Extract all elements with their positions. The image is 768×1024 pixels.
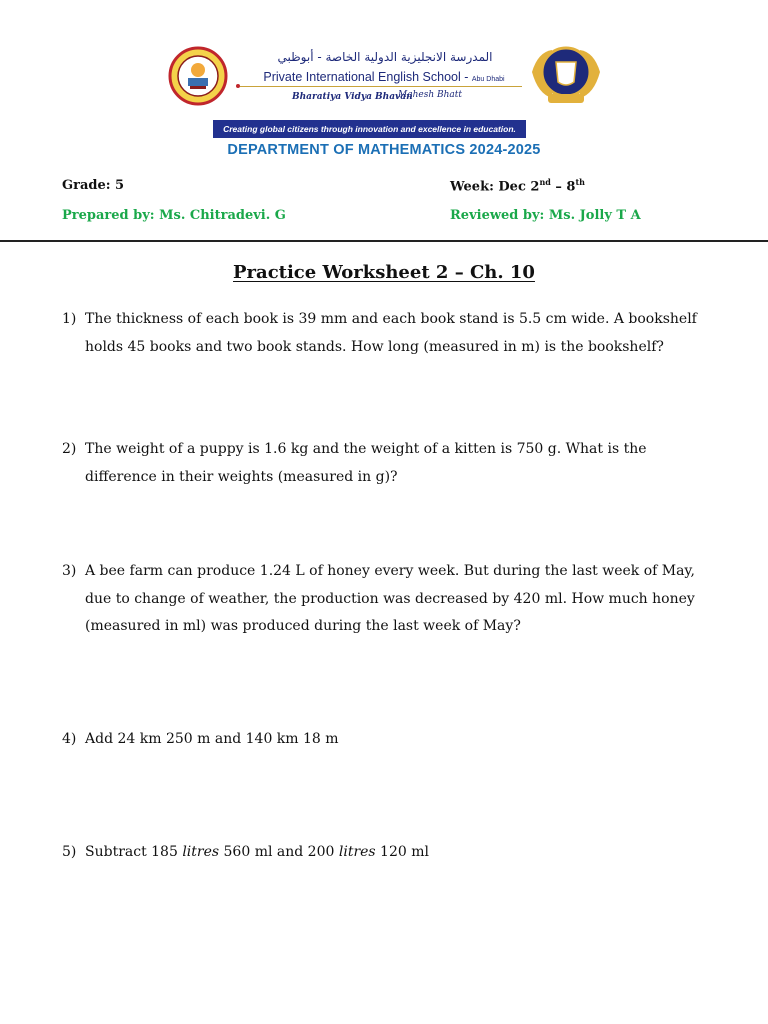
question-number: 2) <box>62 441 77 457</box>
department-heading: DEPARTMENT OF MATHEMATICS 2024-2025 <box>227 142 541 158</box>
question-number: 1) <box>62 311 77 327</box>
week-label <box>450 177 585 194</box>
bharatiya-vidya-bhavan-emblem <box>528 42 604 108</box>
grade-label: Grade: 5 <box>62 178 125 193</box>
question-unit-italic: litres <box>338 844 376 860</box>
question-number: 3) <box>62 563 77 579</box>
week-sup-end: th <box>575 177 585 187</box>
school-name <box>244 70 524 84</box>
question-text: The weight of a puppy is 1.6 kg and the weight of a kitten is 750 g. What is the difference in their weights (measured in g)? <box>85 441 647 485</box>
worksheet-title <box>0 262 768 283</box>
affiliation-text: Bharatiya Vidya Bhavan <box>292 92 413 102</box>
question-number: 4) <box>62 731 77 747</box>
week-text-end: – 8 <box>550 179 576 195</box>
reviewed-by: Reviewed by: Ms. Jolly T A <box>450 208 641 223</box>
header-rule <box>240 86 522 87</box>
question-text: The thickness of each book is 39 mm and each book stand is 5.5 cm wide. A bookshelf holds 45 books and two book stands. How long (measured in m) is the bookshelf? <box>85 311 697 355</box>
question-5 <box>62 839 702 867</box>
signature-mark: Mahesh Bhatt <box>398 90 462 100</box>
worksheet-title-text: Practice Worksheet 2 – Ch. 10 <box>233 262 535 283</box>
school-arabic-name: المدرسة الانجليزية الدولية الخاصة - أبوظبي <box>277 50 493 64</box>
question-3 <box>62 558 702 641</box>
question-text <box>85 839 702 867</box>
question-text: A bee farm can produce 1.24 L of honey every week. But during the last week of May, due to change of weather, the production was decreased by 420 ml. How much honey (measured in ml) was produced during the last week of May? <box>85 563 695 634</box>
question-text-part: 120 ml <box>375 844 429 860</box>
question-unit-italic: litres <box>182 844 220 860</box>
week-sup-start: nd <box>539 177 551 187</box>
question-number: 5) <box>62 844 77 860</box>
header-divider <box>0 240 768 242</box>
prepared-by: Prepared by: Ms. Chitradevi. G <box>62 208 286 223</box>
school-tagline: Creating global citizens through innovation and excellence in education. <box>213 120 526 138</box>
school-crest-logo <box>168 46 228 106</box>
school-name-text: Private International English School - <box>263 70 469 84</box>
question-text-part: 560 ml and 200 <box>219 844 339 860</box>
question-text: Add 24 km 250 m and 140 km 18 m <box>85 731 339 747</box>
question-1 <box>62 306 702 361</box>
school-city: Abu Dhabi <box>471 76 505 83</box>
question-2 <box>62 436 702 491</box>
question-4 <box>62 726 702 754</box>
question-text-part: Subtract 185 <box>85 844 183 860</box>
week-text-start: Week: Dec 2 <box>450 179 540 195</box>
